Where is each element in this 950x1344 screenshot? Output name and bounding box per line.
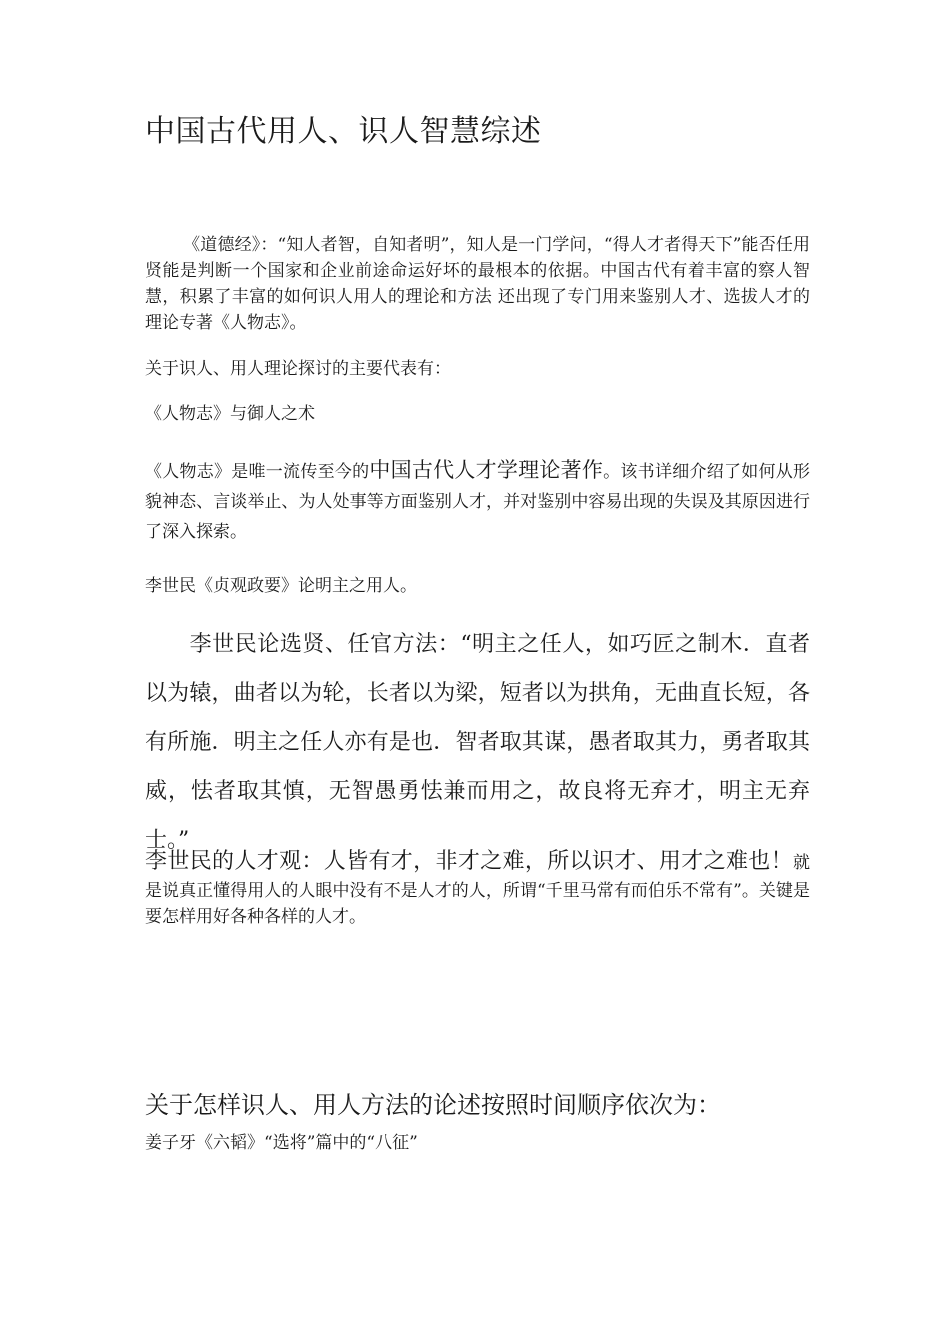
renwuzhi-emphasis: 中国古代人才学理论著作 (369, 458, 604, 482)
page-title: 中国古代用人、识人智慧综述 (145, 114, 542, 149)
renwuzhi-heading: 《人物志》与御人之术 (145, 404, 315, 424)
rencai-rest: 就是说真正懂得用人的人眼中没有不是人才的人，所谓“千里马常有而伯乐不常有”。关键是要怎样用好各种各样的人才。 (145, 853, 810, 927)
renwuzhi-lead: 《人物志》是唯一流传至今的 (145, 462, 370, 482)
method-heading: 关于怎样识人、用人方法的论述按照时间顺序依次为： (145, 1091, 721, 1119)
lishimin-quote-paragraph (145, 620, 810, 865)
rencai-paragraph (145, 846, 810, 930)
lishimin-quote-text: 李世民论选贤、任官方法：“明主之任人，如巧匠之制木．直者以为辕，曲者以为轮，长者以为梁，短者以为拱角，无曲直长短，各有所施．明主之任人亦有是也．智者取其谋，愚者取其力，勇者取其威，怯者取其慎，无智愚勇怯兼而用之，故良将无弃才，明主无弃士。” (145, 632, 810, 853)
jiangziya-heading: 姜子牙《六韬》“选将”篇中的“八征” (145, 1133, 418, 1153)
representatives-heading: 关于识人、用人理论探讨的主要代表有： (145, 359, 451, 379)
intro-text: 《道德经》：“知人者智，自知者明”，知人是一门学问，“得人才者得天下”能否任用贤能是判断一个国家和企业前途命运好坏的最根本的依据。中国古代有着丰富的察人智慧，积累了丰富的如何识人用人的理论和方法 还出现了专门用来鉴别人才、选拔人才的理论专著《人物志》。 (145, 235, 810, 333)
rencai-emphasis: 李世民的人才观：人皆有才，非才之难，所以识才、用才之难也！ (145, 849, 793, 874)
renwuzhi-paragraph (145, 455, 810, 547)
renwuzhi-rest: 。该书详细介绍了如何从形貌神态、言谈举止、为人处事等方面鉴别人才，并对鉴别中容易出现的失误及其原因进行了深入探索。 (145, 462, 810, 542)
intro-paragraph (145, 232, 810, 336)
lishimin-heading: 李世民《贞观政要》论明主之用人。 (145, 576, 417, 596)
